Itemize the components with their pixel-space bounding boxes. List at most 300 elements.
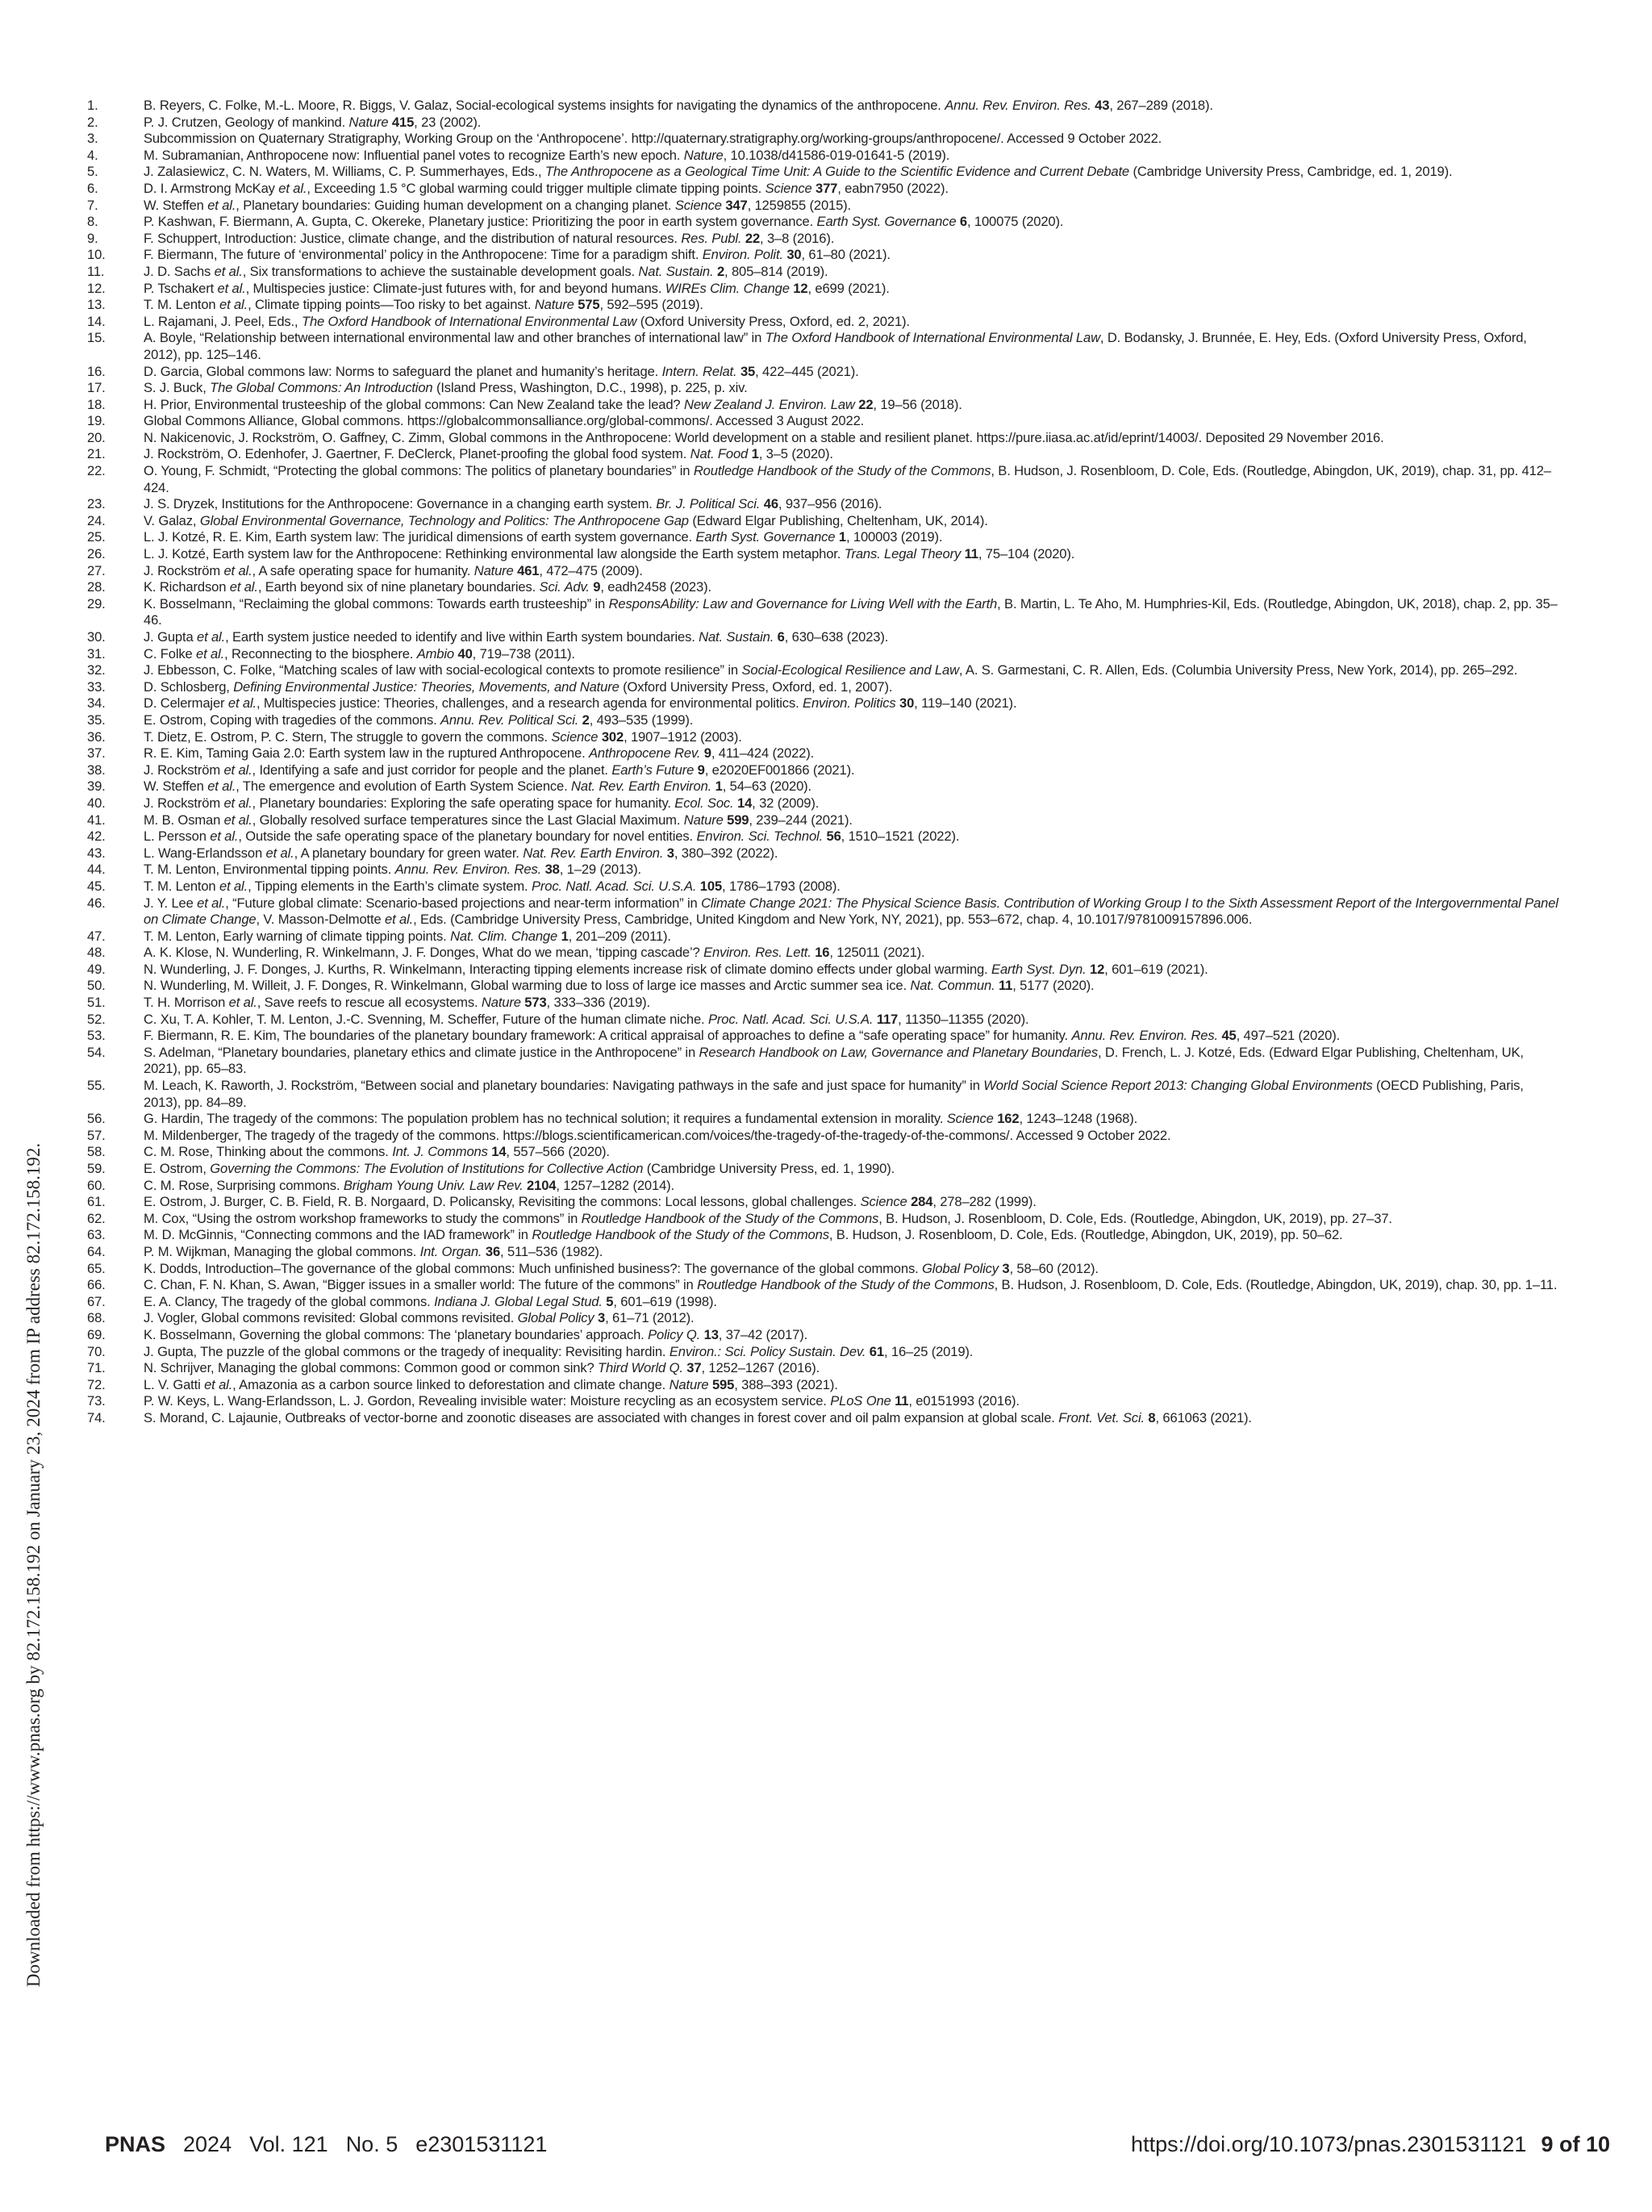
reference-item [87, 1194, 1563, 1211]
reference-italic-text: PLoS One [830, 1393, 891, 1409]
reference-text: , 1259855 (2015). [747, 197, 852, 213]
reference-italic-text: Environ. Res. Lett. [703, 945, 811, 961]
reference-number: 27. [87, 562, 106, 578]
reference-italic-text: Nat. Rev. Earth Environ. [571, 778, 712, 795]
reference-text: J. Rockström [144, 762, 224, 778]
reference-number: 9. [87, 230, 98, 246]
reference-item [87, 828, 1563, 845]
reference-italic-text: Proc. Natl. Acad. Sci. U.S.A. [531, 878, 697, 894]
reference-text: , A. S. Garmestani, C. R. Allen, Eds. (Columbia University Press, New York, 2014), pp. 265–292. [958, 662, 1518, 678]
reference-italic-text: Routledge Handbook of the Study of the Commons [532, 1227, 829, 1243]
reference-italic-text: Annu. Rev. Environ. Res. [945, 98, 1091, 113]
reference-item [87, 1327, 1563, 1344]
reference-text: J. Rockström [144, 562, 224, 578]
reference-text: , e0151993 (2016). [908, 1393, 1020, 1409]
reference-text: , 630–638 (2023). [784, 629, 889, 645]
reference-text: , 937–956 (2016). [778, 496, 882, 512]
reference-volume: 14 [736, 795, 753, 811]
reference-italic-text: Defining Environmental Justice: Theories, Movements, and Nature [233, 678, 620, 695]
reference-text: , Globally resolved surface temperatures since the Last Glacial Maximum. [252, 812, 684, 828]
reference-italic-text: New Zealand J. Environ. Law [683, 396, 855, 412]
footer-article-id: e2301531121 [415, 2132, 548, 2156]
reference-item [87, 131, 1563, 148]
reference-text: T. M. Lenton, Environmental tipping points. [144, 862, 395, 878]
reference-italic-text: et al. [229, 579, 258, 595]
reference-volume: 13 [703, 1326, 719, 1342]
reference-italic-text: et al. [228, 995, 257, 1011]
reference-number: 13. [87, 297, 106, 313]
reference-number: 65. [87, 1260, 106, 1276]
reference-number: 31. [87, 645, 106, 662]
reference-number: 3. [87, 131, 98, 147]
reference-text: , Reconnecting to the biosphere. [224, 645, 417, 662]
reference-item [87, 397, 1563, 414]
reference-volume: 162 [997, 1111, 1020, 1127]
reference-number: 22. [87, 463, 106, 479]
reference-item [87, 596, 1563, 629]
reference-volume: 30 [786, 247, 802, 263]
reference-text: J. Rockström [144, 795, 224, 811]
reference-italic-text: Trans. Legal Theory [844, 546, 962, 562]
journal-name: PNAS [105, 2132, 166, 2156]
reference-text: , Earth system justice needed to identify and live within Earth system boundaries. [225, 629, 699, 645]
page-number: 9 of 10 [1541, 2132, 1610, 2156]
reference-text: J. Gupta, The puzzle of the global commons or the tragedy of inequality: Revisiting hardin. [144, 1343, 670, 1359]
reference-text: , 201–209 (2011). [568, 928, 671, 944]
reference-item [87, 1045, 1563, 1078]
reference-item [87, 879, 1563, 895]
reference-text: , 19–56 (2018). [873, 396, 962, 412]
reference-number: 34. [87, 695, 106, 712]
reference-number: 60. [87, 1177, 106, 1193]
reference-item [87, 330, 1563, 363]
reference-item [87, 231, 1563, 248]
reference-item [87, 314, 1563, 331]
reference-number: 39. [87, 778, 106, 795]
reference-text: F. Biermann, R. E. Kim, The boundaries of the planetary boundary framework: A critical appraisal of approaches to define a “safe operating space” for humanity. [144, 1028, 1072, 1044]
reference-item [87, 845, 1563, 862]
reference-text: , 719–738 (2011). [472, 645, 575, 662]
footer-citation [105, 2132, 565, 2157]
reference-text: , Planetary boundaries: Guiding human development on a changing planet. [236, 197, 675, 213]
reference-italic-text: Science [946, 1111, 994, 1127]
reference-volume: 36 [485, 1243, 501, 1259]
reference-number: 54. [87, 1044, 106, 1060]
reference-item [87, 695, 1563, 712]
reference-text: , 493–535 (1999). [589, 712, 694, 728]
reference-number: 12. [87, 280, 106, 296]
reference-italic-text: et al. [223, 762, 252, 778]
reference-number: 36. [87, 728, 106, 745]
reference-italic-text: Int. J. Commons [392, 1144, 488, 1160]
reference-item [87, 1294, 1563, 1311]
reference-item [87, 662, 1563, 679]
reference-italic-text: et al. [385, 912, 414, 928]
reference-text: C. Chan, F. N. Khan, S. Awan, “Bigger issues in a smaller world: The future of the commons” in [144, 1277, 698, 1293]
reference-italic-text: WIREs Clim. Change [665, 280, 790, 296]
reference-volume: 377 [816, 180, 838, 196]
reference-number: 61. [87, 1194, 106, 1210]
reference-item [87, 646, 1563, 663]
reference-italic-text: Research Handbook on Law, Governance and Planetary Boundaries [699, 1044, 1099, 1060]
reference-volume: 35 [740, 363, 756, 379]
reference-italic-text: Science [765, 180, 812, 196]
reference-text: , D. French, L. J. Kotzé, Eds. (Edward Elgar Publishing, Cheltenham, UK, 2021), pp. 65–83. [144, 1044, 1524, 1077]
reference-text: L. J. Kotzé, R. E. Kim, Earth system law: The juridical dimensions of earth system governance. [144, 529, 696, 545]
reference-text: , 32 (2009). [752, 795, 820, 811]
reference-text: S. J. Buck, [144, 380, 211, 396]
reference-text: M. D. McGinnis, “Connecting commons and the IAD framework” in [144, 1227, 532, 1243]
reference-italic-text: et al. [207, 197, 236, 213]
reference-text: J. D. Sachs [144, 263, 215, 279]
reference-text: Global Commons Alliance, Global commons. https://globalcommonsalliance.org/global-commons/. Accessed 3 August 2022. [144, 413, 865, 429]
reference-text: , 1252–1267 (2016). [701, 1360, 820, 1376]
reference-number: 45. [87, 878, 106, 894]
reference-volume: 43 [1095, 98, 1110, 113]
reference-number: 38. [87, 762, 106, 778]
reference-text: , Identifying a safe and just corridor for people and the planet. [252, 762, 612, 778]
reference-italic-text: Environ. Polit. [702, 247, 783, 263]
reference-text: , 422–445 (2021). [755, 363, 859, 379]
reference-text: , 661063 (2021). [1155, 1409, 1252, 1425]
reference-text: A. Boyle, “Relationship between international environmental law and other branches of international law” in [144, 330, 766, 346]
reference-text: , B. Martin, L. Te Aho, M. Humphries-Kil, Eds. (Routledge, Abingdon, UK, 2018), chap. 2, pp. 35–46. [144, 595, 1558, 628]
reference-text: A. K. Klose, N. Wunderling, R. Winkelmann, J. F. Donges, What do we mean, ‘tipping cascade’? [144, 945, 704, 961]
reference-volume: 1 [838, 529, 846, 545]
reference-text: , 805–814 (2019). [724, 263, 828, 279]
reference-item [87, 745, 1563, 762]
reference-text: N. Wunderling, M. Willeit, J. F. Donges, R. Winkelmann, Global warming due to loss of large ice masses and Arctic summer sea ice. [144, 978, 911, 994]
reference-italic-text: et al. [207, 778, 236, 795]
reference-text: T. Dietz, E. Ostrom, P. C. Stern, The struggle to govern the commons. [144, 728, 552, 745]
reference-italic-text: et al. [227, 695, 257, 712]
reference-volume: 302 [601, 728, 624, 745]
reference-text: C. Folke [144, 645, 197, 662]
reference-text: , 1510–1521 (2022). [841, 828, 960, 845]
reference-volume: 11 [895, 1393, 909, 1409]
reference-italic-text: et al. [265, 845, 294, 861]
reference-text: , The emergence and evolution of Earth System Science. [236, 778, 572, 795]
reference-volume: 61 [869, 1343, 884, 1359]
reference-volume: 6 [959, 214, 967, 230]
reference-number: 42. [87, 828, 106, 845]
reference-text: T. M. Lenton [144, 297, 219, 313]
reference-text: , 601–619 (1998). [613, 1293, 717, 1309]
reference-volume: 22 [858, 396, 874, 412]
reference-item [87, 181, 1563, 198]
reference-volume: 599 [727, 812, 749, 828]
reference-italic-text: et al. [210, 828, 239, 845]
reference-text: , D. Bodansky, J. Brunnée, E. Hey, Eds. (Oxford University Press, Oxford, 2012), pp. 125–146. [144, 330, 1527, 362]
reference-text: , Planetary boundaries: Exploring the safe operating space for humanity. [252, 795, 675, 811]
reference-item [87, 214, 1563, 231]
reference-item [87, 1360, 1563, 1377]
reference-item [87, 1244, 1563, 1261]
reference-text: M. Subramanian, Anthropocene now: Influential panel votes to recognize Earth’s new epoch. [144, 147, 684, 163]
reference-italic-text: Science [551, 728, 599, 745]
reference-number: 71. [87, 1360, 106, 1376]
reference-text: , Tipping elements in the Earth’s climate system. [248, 878, 532, 894]
reference-number: 2. [87, 114, 98, 130]
reference-item [87, 929, 1563, 945]
reference-item [87, 1227, 1563, 1244]
reference-text: J. Y. Lee [144, 895, 198, 911]
reference-item [87, 729, 1563, 746]
reference-number: 69. [87, 1326, 106, 1342]
reference-item [87, 1161, 1563, 1178]
reference-text: D. Celermajer [144, 695, 228, 712]
reference-volume: 38 [544, 862, 560, 878]
reference-text: , Six transformations to achieve the sustainable development goals. [242, 263, 639, 279]
reference-item [87, 297, 1563, 314]
reference-text: , Amazonia as a carbon source linked to deforestation and climate change. [232, 1376, 670, 1392]
reference-number: 74. [87, 1409, 106, 1425]
download-notice-text: Downloaded from https://www.pnas.org by 82.172.158.192 on January 23, 2024 from IP address 82.172.158.192. [23, 1142, 44, 1988]
reference-italic-text: Social-Ecological Resilience and Law [741, 662, 959, 678]
reference-volume: 461 [517, 562, 540, 578]
reference-text: M. Mildenberger, The tragedy of the tragedy of the commons. https://blogs.scientificamerican.com/voices/the-tragedy-of-the-tragedy-of-the-commons/. Accessed 9 October 2022. [144, 1127, 1171, 1143]
reference-volume: 12 [793, 280, 808, 296]
reference-italic-text: Nat. Rev. Earth Environ. [523, 845, 664, 861]
reference-item [87, 513, 1563, 530]
reference-item [87, 795, 1563, 812]
reference-item [87, 1261, 1563, 1278]
reference-item [87, 1111, 1563, 1128]
reference-number: 46. [87, 895, 106, 911]
reference-item [87, 281, 1563, 298]
reference-volume: 22 [745, 230, 761, 246]
reference-volume: 12 [1090, 961, 1105, 977]
reference-italic-text: Nat. Sustain. [638, 263, 714, 279]
reference-text: , 592–595 (2019). [599, 297, 703, 313]
reference-text: , V. Masson-Delmotte [256, 912, 385, 928]
reference-number: 25. [87, 529, 106, 545]
reference-item [87, 198, 1563, 215]
reference-volume: 30 [899, 695, 915, 712]
reference-number: 68. [87, 1310, 106, 1326]
reference-text: , 497–521 (2020). [1236, 1028, 1341, 1044]
reference-number: 63. [87, 1227, 106, 1243]
reference-text: Subcommission on Quaternary Stratigraphy, Working Group on the ‘Anthropocene’. http://quaternary.stratigraphy.org/working-groups/anthropocene/. Accessed 9 October 2022. [144, 131, 1162, 147]
reference-item [87, 563, 1563, 580]
reference-number: 16. [87, 363, 106, 379]
reference-number: 19. [87, 413, 106, 429]
reference-volume: 347 [725, 197, 748, 213]
reference-number: 49. [87, 961, 106, 977]
reference-text: , e699 (2021). [807, 280, 890, 296]
reference-italic-text: et al. [223, 795, 252, 811]
reference-number: 62. [87, 1210, 106, 1226]
reference-volume: 3 [598, 1310, 606, 1326]
reference-text: , 61–80 (2021). [801, 247, 891, 263]
reference-text: C. M. Rose, Surprising commons. [144, 1177, 344, 1193]
reference-text: , Save reefs to rescue all ecosystems. [257, 995, 482, 1011]
reference-italic-text: Nat. Commun. [910, 978, 995, 994]
reference-number: 43. [87, 845, 106, 861]
reference-text: J. Rockström, O. Edenhofer, J. Gaertner, F. DeClerck, Planet-proofing the global food system. [144, 446, 690, 462]
reference-italic-text: Routledge Handbook of the Study of the Commons [693, 463, 991, 479]
reference-italic-text: Nature [683, 147, 724, 163]
reference-number: 17. [87, 380, 106, 396]
reference-text: , 472–475 (2009). [539, 562, 643, 578]
reference-number: 44. [87, 862, 106, 878]
reference-italic-text: Proc. Natl. Acad. Sci. U.S.A. [707, 1011, 874, 1027]
reference-text: , 557–566 (2020). [506, 1144, 610, 1160]
reference-text: D. I. Armstrong McKay [144, 180, 279, 196]
reference-item [87, 430, 1563, 447]
reference-number: 29. [87, 595, 106, 611]
reference-text: L. J. Kotzé, Earth system law for the Anthropocene: Rethinking environmental law alongside the Earth system metaphor. [144, 546, 845, 562]
reference-item [87, 762, 1563, 779]
reference-item [87, 463, 1563, 496]
reference-volume: 2 [716, 263, 725, 279]
reference-number: 23. [87, 496, 106, 512]
reference-italic-text: Nature [683, 812, 724, 828]
reference-number: 24. [87, 512, 106, 528]
reference-italic-text: The Oxford Handbook of International Environmental Law [301, 313, 637, 329]
reference-text: , 411–424 (2022). [711, 745, 815, 762]
reference-italic-text: Annu. Rev. Environ. Res. [1071, 1028, 1218, 1044]
reference-text: , 119–140 (2021). [914, 695, 1017, 712]
reference-text: J. Ebbesson, C. Folke, “Matching scales of law with social-ecological contexts to promote resilience” in [144, 662, 742, 678]
reference-item [87, 115, 1563, 131]
reference-text: M. Leach, K. Raworth, J. Rockström, “Between social and planetary boundaries: Navigating pathways in the safe and just space for humanity” in [144, 1078, 984, 1094]
reference-text: W. Steffen [144, 197, 208, 213]
reference-item [87, 264, 1563, 281]
reference-number: 26. [87, 546, 106, 562]
reference-number: 67. [87, 1293, 106, 1309]
reference-text: , 3–8 (2016). [760, 230, 835, 246]
reference-list [87, 98, 1563, 1427]
reference-italic-text: et al. [223, 562, 252, 578]
reference-text: , 388–393 (2021). [734, 1376, 838, 1392]
reference-italic-text: et al. [217, 280, 246, 296]
reference-italic-text: The Anthropocene as a Geological Time Unit: A Guide to the Scientific Evidence and Current Debate [544, 164, 1129, 180]
reference-text: , Multispecies justice: Theories, challenges, and a research agenda for environmental politics. [256, 695, 803, 712]
reference-italic-text: ResponsAbility: Law and Governance for Living Well with the Earth [608, 595, 998, 611]
reference-text: , B. Hudson, J. Rosenbloom, D. Cole, Eds. (Routledge, Abingdon, UK, 2019), pp. 27–37. [878, 1210, 1392, 1226]
reference-text: , 11350–11355 (2020). [898, 1011, 1029, 1027]
reference-volume: 40 [457, 645, 473, 662]
reference-text: L. V. Gatti [144, 1376, 205, 1392]
reference-volume: 595 [711, 1376, 735, 1392]
reference-text: , Multispecies justice: Climate-just futures with, for and beyond humans. [245, 280, 665, 296]
reference-text: , 61–71 (2012). [605, 1310, 695, 1326]
reference-text: , 5177 (2020). [1012, 978, 1095, 994]
reference-italic-text: Global Policy [922, 1260, 999, 1276]
reference-text: P. W. Keys, L. Wang-Erlandsson, L. J. Gordon, Revealing invisible water: Moisture recycling as an ecosystem service. [144, 1393, 831, 1409]
reference-text: , 23 (2002). [414, 114, 482, 130]
reference-text: , 16–25 (2019). [883, 1343, 974, 1359]
reference-volume: 5 [606, 1293, 614, 1309]
reference-text: T. M. Lenton, Early warning of climate tipping points. [144, 928, 451, 944]
reference-item [87, 712, 1563, 729]
reference-italic-text: Environ. Politics [803, 695, 896, 712]
reference-text: , 1243–1248 (1968). [1019, 1111, 1138, 1127]
reference-text: , 54–63 (2020). [722, 778, 812, 795]
reference-text: (Island Press, Washington, D.C., 1998), p. 225, p. xiv. [432, 380, 748, 396]
reference-number: 56. [87, 1111, 106, 1127]
reference-italic-text: Indiana J. Global Legal Stud. [434, 1293, 603, 1309]
reference-text: , 100003 (2019). [845, 529, 943, 545]
reference-text: T. M. Lenton [144, 878, 219, 894]
reference-volume: 11 [964, 546, 978, 562]
reference-text: K. Richardson [144, 579, 230, 595]
reference-text: (Oxford University Press, Oxford, ed. 1, 2007). [619, 678, 893, 695]
reference-text: (Oxford University Press, Oxford, ed. 2, 2021). [636, 313, 910, 329]
reference-text: O. Young, F. Schmidt, “Protecting the global commons: The politics of planetary boundaries” in [144, 463, 694, 479]
reference-text: N. Nakicenovic, J. Rockström, O. Gaffney, C. Zimm, Global commons in the Anthropocene: World development on a stable and resilient planet. https://pure.iiasa.ac.at/id/eprint/14003/. Deposited 29 November 2016. [144, 429, 1384, 445]
reference-italic-text: Environ. Sci. Technol. [696, 828, 824, 845]
reference-text: C. M. Rose, Thinking about the commons. [144, 1144, 393, 1160]
reference-text: E. Ostrom, [144, 1161, 211, 1176]
reference-number: 73. [87, 1393, 106, 1409]
reference-italic-text: Earth Syst. Dyn. [991, 961, 1087, 977]
reference-volume: 14 [491, 1144, 507, 1160]
reference-text: D. Schlosberg, [144, 678, 234, 695]
reference-number: 14. [87, 313, 106, 329]
reference-item [87, 1012, 1563, 1029]
reference-item [87, 862, 1563, 879]
reference-item [87, 1377, 1563, 1394]
reference-italic-text: The Global Commons: An Introduction [210, 380, 433, 396]
reference-volume: 3 [666, 845, 674, 861]
footer-volume: Vol. 121 [249, 2132, 328, 2156]
footer-year: 2024 [183, 2132, 232, 2156]
reference-text: (OECD Publishing, Paris, 2013), pp. 84–89. [144, 1078, 1524, 1110]
reference-italic-text: Nature [534, 297, 574, 313]
reference-italic-text: Nat. Food [690, 446, 749, 462]
reference-text: J. Vogler, Global commons revisited: Global commons revisited. [144, 1310, 518, 1326]
footer-issue: No. 5 [345, 2132, 398, 2156]
reference-volume: 6 [777, 629, 785, 645]
reference-volume: 415 [391, 114, 415, 130]
reference-text: M. B. Osman [144, 812, 224, 828]
reference-number: 18. [87, 396, 106, 412]
reference-text: P. J. Crutzen, Geology of mankind. [144, 114, 349, 130]
reference-item [87, 1028, 1563, 1045]
reference-italic-text: et al. [214, 263, 243, 279]
reference-text: D. Garcia, Global commons law: Norms to safeguard the planet and humanity’s heritage. [144, 363, 662, 379]
reference-item [87, 380, 1563, 397]
reference-text: K. Dodds, Introduction–The governance of the global commons: Much unfinished business?: The governance of the global commons. [144, 1260, 923, 1276]
reference-text: F. Biermann, The future of ‘environmental’ policy in the Anthropocene: Time for a paradigm shift. [144, 247, 703, 263]
reference-italic-text: Routledge Handbook of the Study of the Commons [581, 1210, 879, 1226]
reference-text: T. H. Morrison [144, 995, 229, 1011]
reference-volume: 45 [1221, 1028, 1237, 1044]
reference-text: W. Steffen [144, 778, 208, 795]
reference-volume: 2104 [527, 1177, 557, 1193]
reference-number: 6. [87, 180, 98, 196]
reference-text: E. A. Clancy, The tragedy of the global commons. [144, 1293, 435, 1309]
reference-item [87, 1410, 1563, 1427]
footer-doi-page [1131, 2132, 1610, 2157]
reference-italic-text: Science [860, 1194, 907, 1210]
reference-number: 37. [87, 745, 106, 762]
reference-number: 5. [87, 164, 98, 180]
reference-number: 72. [87, 1376, 106, 1392]
reference-italic-text: The Oxford Handbook of International Environmental Law [765, 330, 1100, 346]
reference-italic-text: Anthropocene Rev. [589, 745, 701, 762]
reference-text: K. Bosselmann, Governing the global commons: The ‘planetary boundaries’ approach. [144, 1326, 649, 1342]
reference-item [87, 995, 1563, 1012]
reference-italic-text: Routledge Handbook of the Study of the Commons [697, 1277, 995, 1293]
footer-doi-link[interactable]: https://doi.org/10.1073/pnas.2301531121 [1131, 2132, 1527, 2156]
reference-number: 40. [87, 795, 106, 811]
reference-volume: 56 [826, 828, 841, 845]
reference-italic-text: Ambio [416, 645, 455, 662]
reference-item [87, 1310, 1563, 1327]
